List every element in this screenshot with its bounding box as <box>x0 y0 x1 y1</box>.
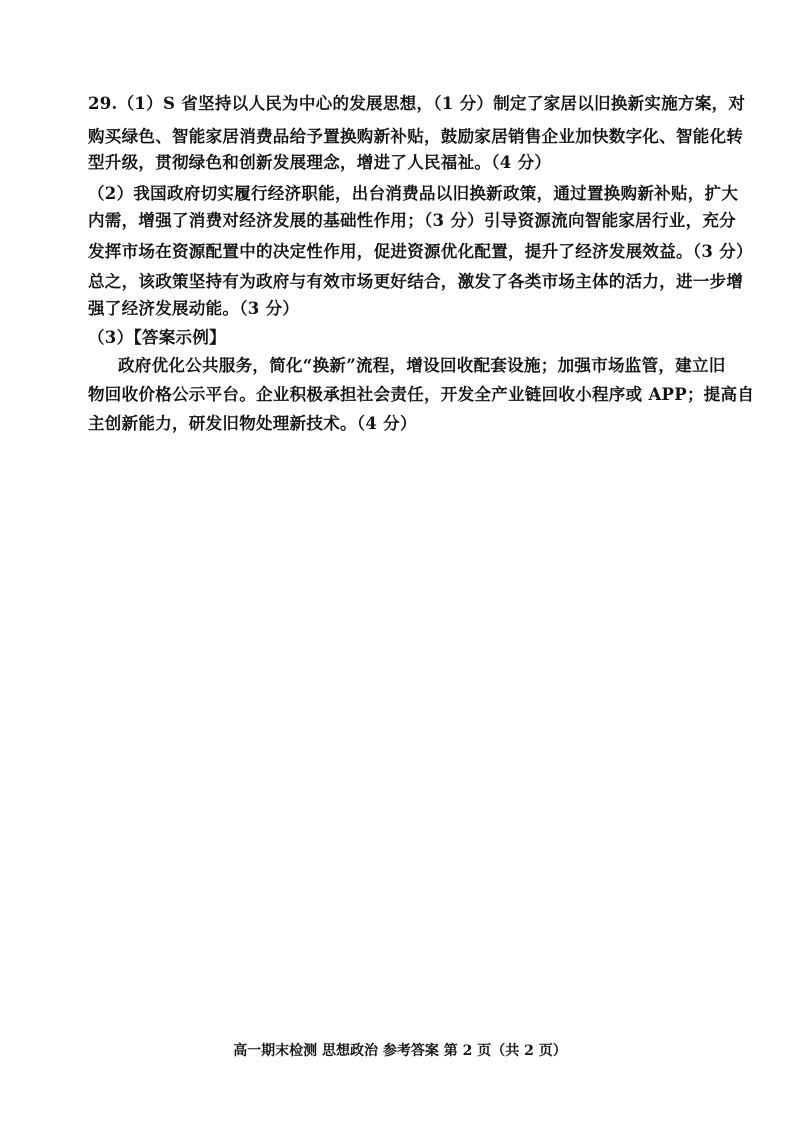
q29-part3-line-1: 政府优化公共服务，简化“换新”流程，增设回收配套设施；加强市场监管，建立旧 <box>118 356 726 375</box>
q29-part3-line-2: 物回收价格公示平台。企业积极承担社会责任，开发全产业链回收小程序或 APP；提高自 <box>88 385 755 404</box>
q29-part2-line-4: 总之，该政策坚持有为政府与有效市场更好结合，激发了各类市场主体的活力，进一步增 <box>88 272 744 291</box>
q29-part2-line-1: （2）我国政府切实履行经济职能，出台消费品以旧换新政策，通过置换购新补贴，扩大 <box>88 184 739 203</box>
q29-part2-line-2: 内需，增强了消费对经济发展的基础性作用；（3 分）引导资源流向智能家居行业，充分 <box>88 211 736 230</box>
q29-part3-line-3: 主创新能力，研发旧物处理新技术。（4 分） <box>88 414 417 433</box>
q29-part3-heading: （3）【答案示例】 <box>88 328 226 347</box>
q29-part2-line-3: 发挥市场在资源配置中的决定性作用，促进资源优化配置，提升了经济发展效益。（3 分） <box>88 242 753 261</box>
q29-part1-line-1: 29.（1）S 省坚持以人民为中心的发展思想，（1 分）制定了家居以旧换新实施方案，对 <box>88 94 746 113</box>
q29-part1-line-2: 购买绿色、智能家居消费品给予置换购新补贴，鼓励家居销售企业加快数字化、智能化转 <box>88 127 744 146</box>
q29-part2-line-5: 强了经济发展动能。（3 分） <box>88 299 300 318</box>
q29-part1-line-3: 型升级，贯彻绿色和创新发展理念，增进了人民福祉。（4 分） <box>88 153 552 172</box>
page-footer: 高一期末检测 思想政治 参考答案 第 2 页（共 2 页） <box>233 1043 567 1059</box>
